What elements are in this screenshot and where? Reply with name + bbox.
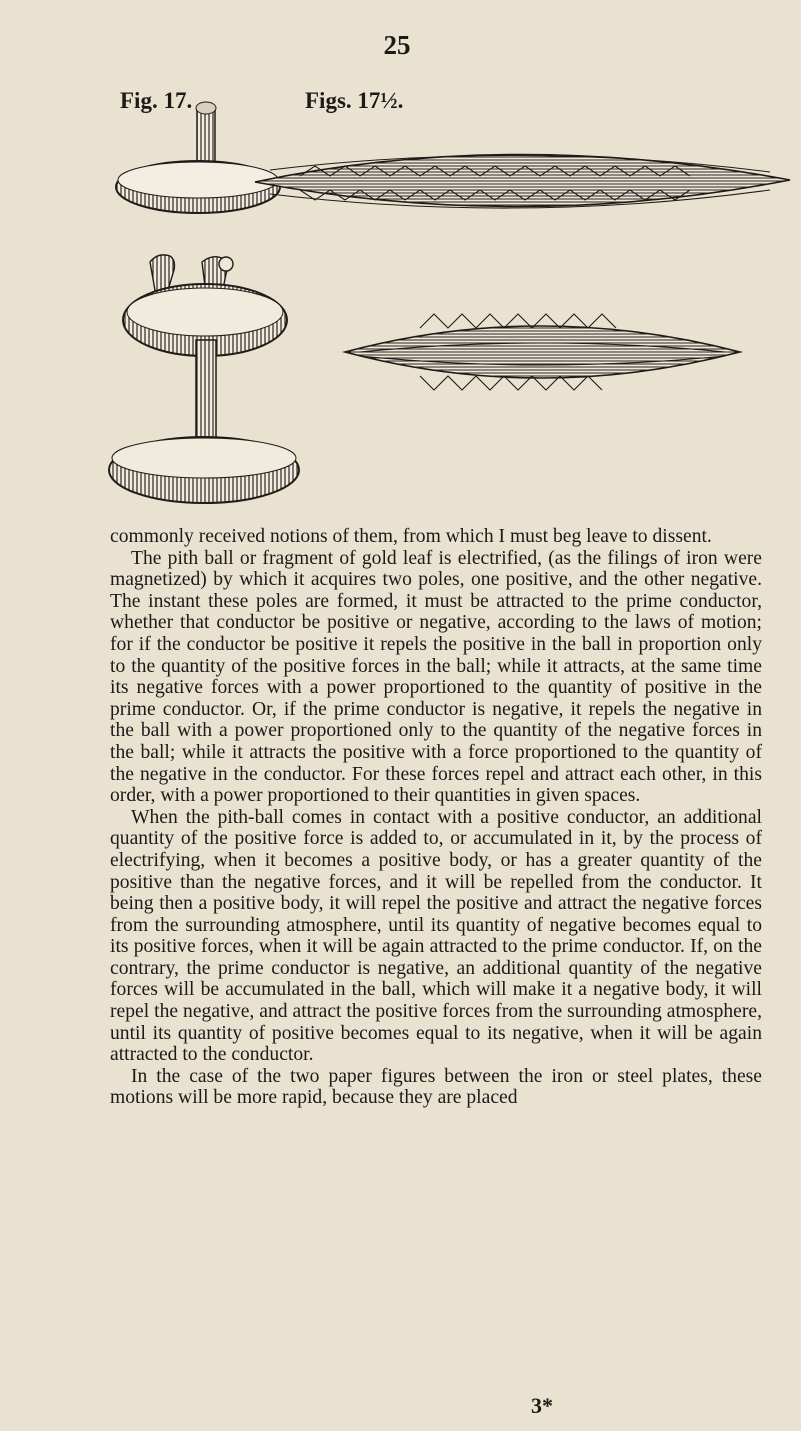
figure-17b-label: Figs. 17½.: [305, 88, 404, 113]
paragraph-4: In the case of the two paper figures between the iron or steel plates, these motions will be more rapid, because they are placed: [110, 1065, 762, 1109]
fig17-apparatus: [109, 102, 299, 503]
signature-mark: 3*: [531, 1393, 553, 1418]
paragraph-3: When the pith-ball comes in contact with a positive conductor, an additional quantity of the positive force is added to, or accumulated in it, by the process of electrifying, when it becomes a positive body, or has a greater quantity of the positive than the negative forces, and it will be repelled from the conductor. It being then a positive body, it will repel the positive and attract the negative forces from the surrounding atmosphere, until its quantity of negative becomes equal to its positive forces, when it will be again attracted to the prime conductor. If, on the contrary, the prime conductor is negative, an additional quantity of the negative forces will be accumulated in the ball, which will make it a negative body, it will repel the negative, and attract the positive forces from the surrounding atmosphere, until its quantity of positive becomes equal to its negative, when it will be again attracted to the conductor.: [110, 806, 762, 1066]
fig17-top-knob: [196, 102, 216, 114]
page-number: 25: [383, 30, 411, 60]
figure-17-label: Fig. 17.: [120, 88, 193, 113]
figure-illustrations: [0, 0, 801, 520]
fig17b-lower-bundle: [345, 314, 740, 390]
fig17b-upper-bundle: [255, 154, 790, 208]
paragraph-2: The pith ball or fragment of gold leaf is electrified, (as the filings of iron were magnetized) by which it acquires two poles, one positive, and the other negative. The instant these poles are formed, it must be attracted to the prime conductor, whether that conductor be positive or negative, according to the laws of motion; for if the conductor be positive it repels the positive in the ball in proportion only to the quantity of the positive forces in the ball; while it attracts, at the same time its negative forces with a power proportioned to the quantity of positive in the prime conductor. Or, if the prime conductor is negative, it repels the negative in the ball with a power proportioned only to the quantity of the negative forces in the ball; while it attracts the positive with a force proportioned to the quantity of the negative in the conductor. For these forces repel and attract each other, in this order, with a power proportioned to their quantities in given spaces.: [110, 547, 762, 807]
fig17-stem: [196, 340, 216, 450]
paragraph-1: commonly received notions of them, from which I must beg leave to dissent.: [110, 526, 712, 547]
body-text: [110, 526, 762, 1109]
